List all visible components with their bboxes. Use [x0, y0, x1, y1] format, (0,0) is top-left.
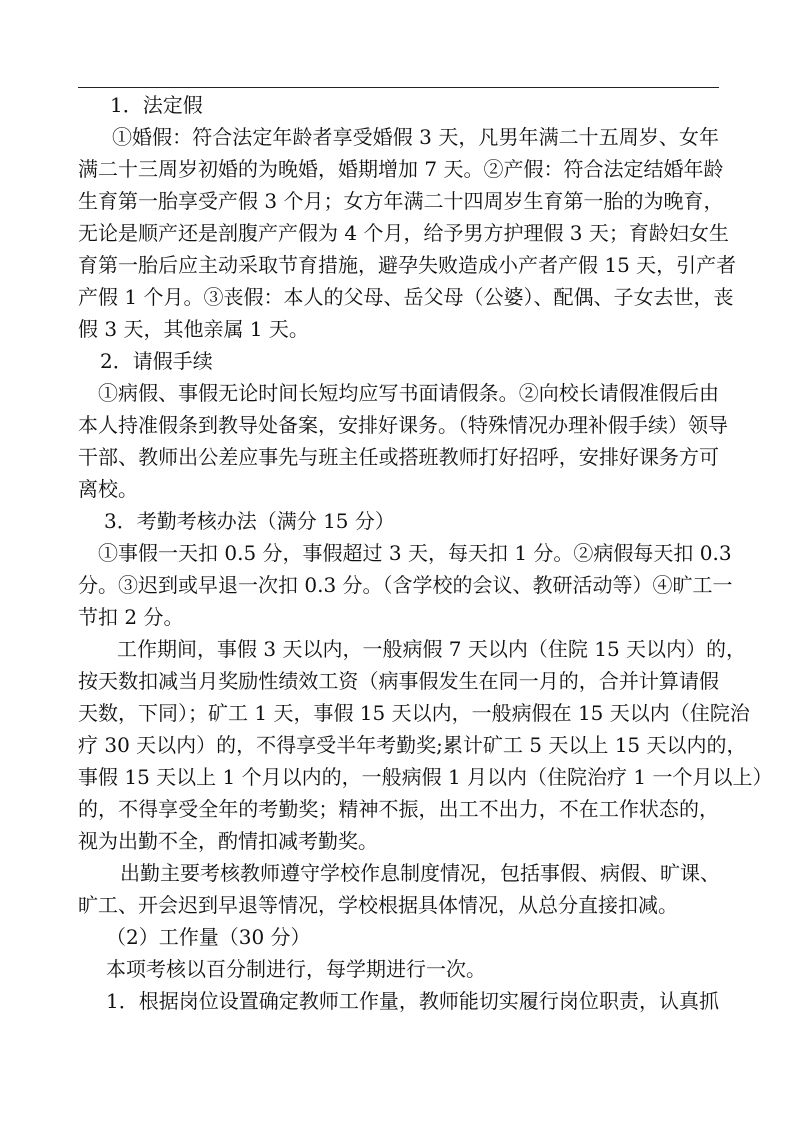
paragraph-line: 按天数扣减当月奖励性绩效工资（病事假发生在同一月的，合并计算请假: [78, 669, 719, 693]
paragraph-line: ①事假一天扣 0.5 分，事假超过 3 天，每天扣 1 分。②病假每天扣 0.3: [98, 541, 732, 565]
paragraph-line: 工作期间，事假 3 天以内，一般病假 7 天以内（住院 15 天以内）的，: [117, 637, 747, 661]
paragraph-line: 生育第一胎享受产假 3 个月；女方年满二十四周岁生育第一胎的为晚育，: [78, 189, 724, 213]
header-rule: [78, 87, 719, 88]
paragraph-line: 分。③迟到或早退一次扣 0.3 分。（含学校的会议、教研活动等）④旷工一: [78, 573, 733, 597]
paragraph-line: 天数，下同）；矿工 1 天，事假 15 天以内，一般病假在 15 天以内（住院治: [78, 701, 750, 725]
paragraph-line: 干部、教师出公差应事先与班主任或搭班教师打好招呼，安排好课务方可: [78, 445, 719, 469]
paragraph-line: 视为出勤不全，酌情扣减考勤奖。: [78, 829, 378, 853]
paragraph-line: 无论是顺产还是剖腹产产假为 4 个月，给予男方护理假 3 天；育龄妇女生: [78, 221, 729, 245]
paragraph-line: 满二十三周岁初婚的为晚婚，婚期增加 7 天。②产假：符合法定结婚年龄: [78, 157, 724, 181]
paragraph-line: 疗 30 天以内）的，不得享受半年考勤奖;累计矿工 5 天以上 15 天以内的，: [78, 733, 747, 757]
paragraph-line: 旷工、开会迟到早退等情况，学校根据具体情况，从总分直接扣减。: [78, 893, 678, 917]
paragraph-line: 出勤主要考核教师遵守学校作息制度情况，包括事假、病假、旷课、: [120, 861, 720, 885]
heading-leave-procedure: 2．请假手续: [100, 349, 213, 373]
paragraph-line: 的，不得享受全年的考勤奖；精神不振，出工不出力，不在工作状态的，: [78, 797, 719, 821]
paragraph-line: 本项考核以百分制进行，每学期进行一次。: [106, 957, 486, 981]
paragraph-line: ①病假、事假无论时间长短均应写书面请假条。②向校长请假准假后由: [98, 381, 719, 405]
heading-attendance-method: 3．考勤考核办法（满分 15 分）: [104, 509, 395, 533]
paragraph-line: ①婚假：符合法定年龄者享受婚假 3 天，凡男年满二十五周岁、女年: [112, 125, 719, 149]
heading-workload: （2）工作量（30 分）: [106, 925, 311, 949]
paragraph-line: 离校。: [78, 477, 138, 501]
paragraph-line: 假 3 天，其他亲属 1 天。: [78, 317, 309, 341]
paragraph-line: 节扣 2 分。: [78, 605, 184, 629]
heading-statutory-leave: 1．法定假: [110, 93, 203, 117]
paragraph-line: 事假 15 天以上 1 个月以内的，一般病假 1 月以内（住院治疗 1 一个月以上）: [78, 765, 773, 789]
paragraph-line: 本人持准假条到教导处备案，安排好课务。（特殊情况办理补假手续）领导: [78, 413, 728, 437]
paragraph-line: 产假 1 个月。③丧假：本人的父母、岳父母（公婆）、配偶、子女去世，丧: [78, 285, 734, 309]
paragraph-line: 1．根据岗位设置确定教师工作量，教师能切实履行岗位职责，认真抓: [106, 989, 719, 1013]
paragraph-line: 育第一胎后应主动采取节育措施，避孕失败造成小产者产假 15 天，引产者: [78, 253, 737, 277]
